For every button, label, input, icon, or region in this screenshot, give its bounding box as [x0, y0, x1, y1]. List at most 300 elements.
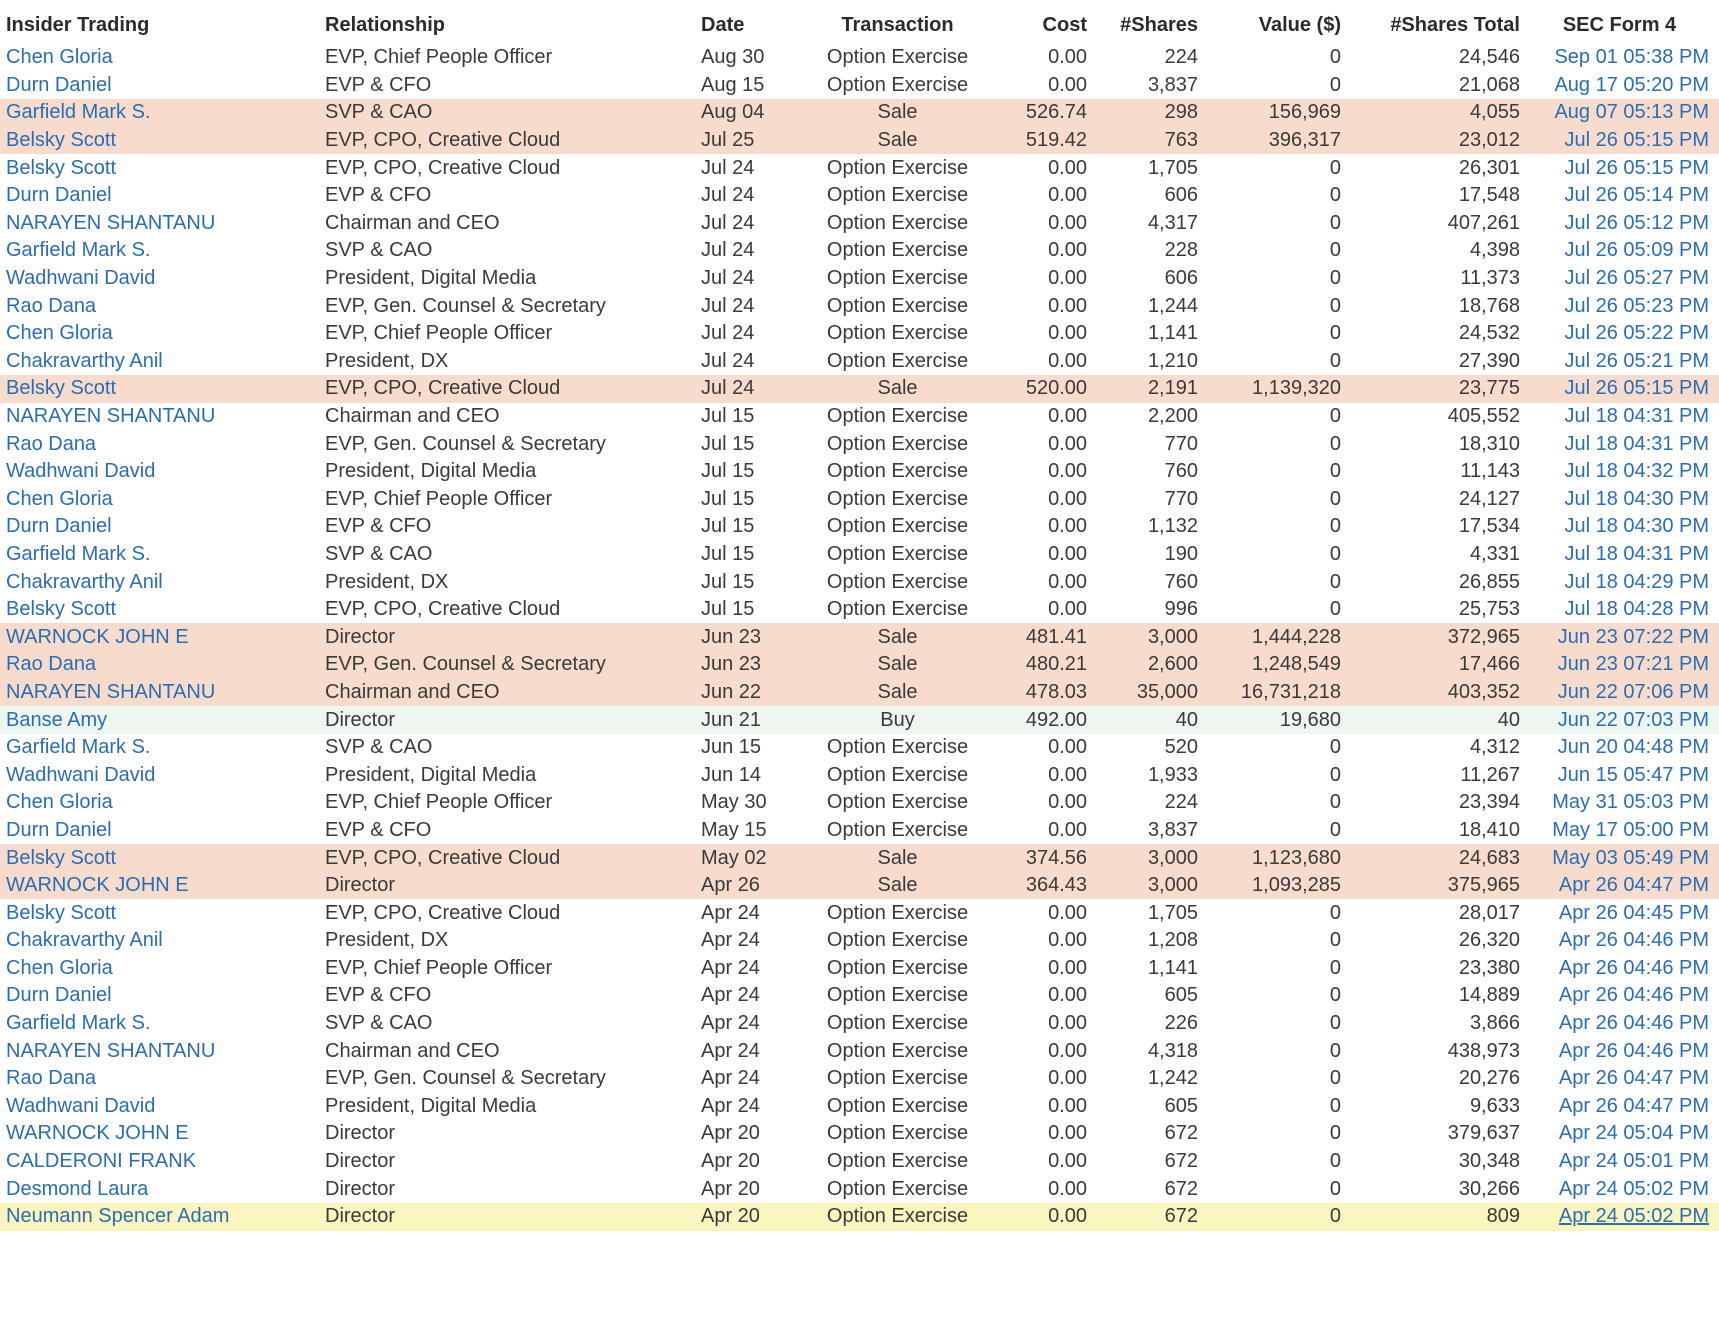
- cost-text: 0.00: [1048, 818, 1087, 841]
- header-sec-form-4[interactable]: SEC Form 4: [1562, 13, 1677, 36]
- value-text: 1,139,320: [1252, 377, 1341, 400]
- shares-total-cell: [1341, 706, 1520, 734]
- transaction-cell: [801, 1203, 994, 1231]
- shares-cell: [1087, 513, 1198, 541]
- insider-name-link[interactable]: Wadhwani David: [6, 460, 156, 483]
- insider-name-link[interactable]: Chen Gloria: [6, 791, 113, 814]
- value-cell: [1198, 844, 1341, 872]
- shares-cell: [1087, 430, 1198, 458]
- shares-cell: [1087, 789, 1198, 817]
- shares-total-text: 18,410: [1458, 818, 1520, 841]
- relationship-cell: [319, 1148, 701, 1176]
- shares-cell: [1087, 1065, 1198, 1093]
- shares-total-cell: [1341, 844, 1520, 872]
- insider-name-link[interactable]: Garfield Mark S.: [6, 101, 151, 124]
- cost-text: 0.00: [1048, 156, 1087, 179]
- date-cell: [701, 182, 801, 210]
- sec-form-4-link[interactable]: Jul 18 04:31 PM: [1564, 542, 1709, 565]
- sec-form-4-link[interactable]: Aug 07 05:13 PM: [1554, 101, 1709, 124]
- date-text: Apr 24: [701, 1094, 760, 1117]
- shares-cell: [1087, 1148, 1198, 1176]
- shares-cell: [1087, 154, 1198, 182]
- shares-text: 3,000: [1147, 625, 1198, 648]
- cost-text: 0.00: [1048, 239, 1087, 262]
- table-row: [0, 1148, 1719, 1176]
- sec-form-4-link[interactable]: Jul 26 05:22 PM: [1564, 322, 1709, 345]
- relationship-cell: [319, 403, 701, 431]
- table-row: [0, 872, 1719, 900]
- date-cell: [701, 458, 801, 486]
- relationship-text: Chairman and CEO: [325, 405, 500, 428]
- sec-form-4-link[interactable]: Jul 18 04:30 PM: [1564, 515, 1709, 538]
- value-text: 0: [1329, 818, 1341, 841]
- transaction-text: Option Exercise: [826, 322, 969, 345]
- transaction-text: Option Exercise: [826, 432, 969, 455]
- insider-name-link[interactable]: Durn Daniel: [6, 818, 112, 841]
- transaction-cell: [801, 403, 994, 431]
- insider-name-link[interactable]: Chen Gloria: [6, 956, 113, 979]
- sec-form-4-link[interactable]: Jun 23 07:22 PM: [1557, 625, 1709, 648]
- sec-form-4-cell: [1520, 292, 1719, 320]
- shares-text: 4,317: [1147, 211, 1198, 234]
- date-cell: [701, 72, 801, 100]
- shares-total-text: 11,373: [1460, 267, 1520, 290]
- insider-name-link[interactable]: Chen Gloria: [6, 487, 113, 510]
- relationship-cell: [319, 1120, 701, 1148]
- relationship-cell: [319, 927, 701, 955]
- date-text: Jun 14: [701, 763, 762, 786]
- insider-name-link[interactable]: WARNOCK JOHN E: [6, 874, 189, 897]
- shares-text: 1,210: [1147, 349, 1198, 372]
- sec-form-4-link[interactable]: Jul 26 05:21 PM: [1564, 349, 1709, 372]
- cost-text: 0.00: [1048, 542, 1087, 565]
- cost-text: 0.00: [1048, 1122, 1087, 1145]
- relationship-cell: [319, 1203, 701, 1231]
- sec-form-4-link[interactable]: Jun 22 07:03 PM: [1557, 708, 1709, 731]
- sec-form-4-cell: [1520, 182, 1719, 210]
- insider-name-link[interactable]: Wadhwani David: [6, 1094, 156, 1117]
- shares-cell: [1087, 210, 1198, 238]
- cost-cell: [994, 375, 1087, 403]
- sec-form-4-link[interactable]: Sep 01 05:38 PM: [1554, 46, 1709, 69]
- relationship-text: EVP, CPO, Creative Cloud: [325, 156, 561, 179]
- value-text: 0: [1329, 542, 1341, 565]
- value-cell: [1198, 348, 1341, 376]
- shares-total-text: 4,312: [1469, 736, 1520, 759]
- header-relationship[interactable]: Relationship: [325, 13, 446, 36]
- date-cell: [701, 706, 801, 734]
- cost-cell: [994, 154, 1087, 182]
- sec-form-4-link[interactable]: Apr 24 05:01 PM: [1558, 1150, 1709, 1173]
- sec-form-4-link[interactable]: Jun 22 07:06 PM: [1557, 680, 1709, 703]
- shares-total-cell: [1341, 955, 1520, 983]
- sec-form-4-link[interactable]: Jul 18 04:31 PM: [1564, 432, 1709, 455]
- sec-form-4-link[interactable]: Apr 26 04:46 PM: [1558, 984, 1709, 1007]
- shares-text: 770: [1164, 487, 1198, 510]
- insider-name-link[interactable]: Chakravarthy Anil: [6, 349, 163, 372]
- insider-name-link[interactable]: Chakravarthy Anil: [6, 929, 163, 952]
- header-insider-trading[interactable]: Insider Trading: [6, 13, 150, 36]
- sec-form-4-link[interactable]: Apr 26 04:46 PM: [1558, 1039, 1709, 1062]
- date-text: Apr 20: [701, 1177, 760, 1200]
- sec-form-4-link[interactable]: Apr 24 05:02 PM: [1558, 1177, 1709, 1200]
- sec-form-4-link[interactable]: Apr 24 05:02 PM: [1558, 1205, 1709, 1228]
- sec-form-4-link[interactable]: Apr 26 04:47 PM: [1558, 1094, 1709, 1117]
- date-text: Apr 26: [701, 874, 760, 897]
- value-text: 0: [1329, 487, 1341, 510]
- value-text: 0: [1329, 956, 1341, 979]
- shares-cell: [1087, 1175, 1198, 1203]
- value-text: 0: [1329, 1067, 1341, 1090]
- table-row: [0, 375, 1719, 403]
- relationship-text: EVP, Gen. Counsel & Secretary: [325, 1067, 606, 1090]
- insider-name-link[interactable]: Rao Dana: [6, 294, 97, 317]
- header-value[interactable]: Value ($): [1258, 13, 1341, 36]
- relationship-cell: [319, 955, 701, 983]
- date-text: Apr 24: [701, 984, 760, 1007]
- insider-name-link[interactable]: Durn Daniel: [6, 515, 112, 538]
- cost-text: 0.00: [1048, 515, 1087, 538]
- sec-form-4-link[interactable]: Jul 26 05:15 PM: [1564, 129, 1709, 152]
- relationship-cell: [319, 982, 701, 1010]
- sec-form-4-cell: [1520, 1120, 1719, 1148]
- cost-cell: [994, 596, 1087, 624]
- transaction-text: Option Exercise: [826, 570, 969, 593]
- insider-name-link[interactable]: NARAYEN SHANTANU: [6, 1039, 216, 1062]
- shares-text: 3,837: [1147, 818, 1198, 841]
- shares-total-cell: [1341, 1065, 1520, 1093]
- transaction-cell: [801, 265, 994, 293]
- relationship-text: EVP, Chief People Officer: [325, 956, 553, 979]
- date-cell: [701, 348, 801, 376]
- cost-text: 0.00: [1048, 487, 1087, 510]
- insider-name-link[interactable]: Durn Daniel: [6, 184, 112, 207]
- shares-total-cell: [1341, 348, 1520, 376]
- date-text: May 15: [701, 818, 767, 841]
- table-row: [0, 927, 1719, 955]
- relationship-text: President, Digital Media: [325, 1094, 537, 1117]
- insider-name-cell: [0, 679, 319, 707]
- cost-cell: [994, 127, 1087, 155]
- value-cell: [1198, 734, 1341, 762]
- value-cell: [1198, 99, 1341, 127]
- relationship-cell: [319, 651, 701, 679]
- date-cell: [701, 899, 801, 927]
- sec-form-4-link[interactable]: Jul 18 04:28 PM: [1564, 598, 1709, 621]
- sec-form-4-link[interactable]: May 31 05:03 PM: [1552, 791, 1709, 814]
- shares-total-text: 11,267: [1460, 763, 1520, 786]
- transaction-cell: [801, 513, 994, 541]
- table-row: [0, 1175, 1719, 1203]
- insider-name-link[interactable]: Belsky Scott: [6, 598, 117, 621]
- relationship-cell: [319, 430, 701, 458]
- shares-cell: [1087, 899, 1198, 927]
- shares-text: 1,705: [1147, 901, 1198, 924]
- shares-text: 760: [1164, 460, 1198, 483]
- relationship-text: EVP, CPO, Creative Cloud: [325, 598, 561, 621]
- shares-total-text: 24,683: [1458, 846, 1520, 869]
- transaction-cell: [801, 706, 994, 734]
- header-date[interactable]: Date: [701, 13, 745, 36]
- shares-total-cell: [1341, 872, 1520, 900]
- sec-form-4-link[interactable]: Jul 26 05:12 PM: [1564, 211, 1709, 234]
- shares-total-cell: [1341, 734, 1520, 762]
- shares-total-cell: [1341, 375, 1520, 403]
- date-text: Jun 22: [701, 680, 762, 703]
- relationship-text: Chairman and CEO: [325, 1039, 500, 1062]
- cost-text: 480.21: [1025, 653, 1087, 676]
- shares-text: 1,705: [1147, 156, 1198, 179]
- insider-name-link[interactable]: Garfield Mark S.: [6, 542, 151, 565]
- date-cell: [701, 734, 801, 762]
- sec-form-4-cell: [1520, 706, 1719, 734]
- value-text: 0: [1329, 156, 1341, 179]
- value-text: 0: [1329, 211, 1341, 234]
- sec-form-4-link[interactable]: Apr 26 04:46 PM: [1558, 929, 1709, 952]
- sec-form-4-link[interactable]: Jul 26 05:23 PM: [1564, 294, 1709, 317]
- shares-cell: [1087, 623, 1198, 651]
- cost-cell: [994, 1065, 1087, 1093]
- cost-cell: [994, 1120, 1087, 1148]
- relationship-text: EVP & CFO: [325, 73, 432, 96]
- value-cell: [1198, 1037, 1341, 1065]
- shares-total-cell: [1341, 403, 1520, 431]
- shares-text: 770: [1164, 432, 1198, 455]
- relationship-cell: [319, 1175, 701, 1203]
- insider-name-cell: [0, 1203, 319, 1231]
- transaction-text: Sale: [877, 846, 918, 869]
- sec-form-4-link[interactable]: Apr 26 04:47 PM: [1558, 874, 1709, 897]
- transaction-cell: [801, 955, 994, 983]
- shares-text: 3,000: [1147, 846, 1198, 869]
- insider-name-link[interactable]: Chen Gloria: [6, 46, 113, 69]
- cost-text: 0.00: [1048, 1067, 1087, 1090]
- shares-total-cell: [1341, 513, 1520, 541]
- shares-total-cell: [1341, 154, 1520, 182]
- table-row: [0, 596, 1719, 624]
- cost-text: 0.00: [1048, 791, 1087, 814]
- table-row: [0, 651, 1719, 679]
- sec-form-4-cell: [1520, 127, 1719, 155]
- transaction-cell: [801, 1148, 994, 1176]
- cost-text: 0.00: [1048, 736, 1087, 759]
- relationship-text: SVP & CAO: [325, 101, 433, 124]
- insider-name-link[interactable]: Chakravarthy Anil: [6, 570, 163, 593]
- date-text: Jul 24: [701, 349, 755, 372]
- value-text: 0: [1329, 239, 1341, 262]
- transaction-text: Option Exercise: [826, 211, 969, 234]
- insider-name-link[interactable]: Rao Dana: [6, 1067, 97, 1090]
- insider-name-link[interactable]: Garfield Mark S.: [6, 1012, 151, 1035]
- insider-name-cell: [0, 1037, 319, 1065]
- sec-form-4-link[interactable]: Apr 26 04:45 PM: [1558, 901, 1709, 924]
- shares-total-text: 11,143: [1460, 460, 1520, 483]
- sec-form-4-cell: [1520, 1065, 1719, 1093]
- sec-form-4-cell: [1520, 375, 1719, 403]
- relationship-cell: [319, 789, 701, 817]
- sec-form-4-cell: [1520, 844, 1719, 872]
- value-text: 0: [1329, 1177, 1341, 1200]
- date-text: Apr 24: [701, 1012, 760, 1035]
- cost-cell: [994, 44, 1087, 72]
- cost-cell: [994, 1175, 1087, 1203]
- insider-name-cell: [0, 430, 319, 458]
- value-text: 0: [1329, 46, 1341, 69]
- relationship-cell: [319, 265, 701, 293]
- insider-name-link[interactable]: NARAYEN SHANTANU: [6, 405, 216, 428]
- transaction-text: Option Exercise: [826, 1177, 969, 1200]
- sec-form-4-link[interactable]: Apr 26 04:46 PM: [1558, 956, 1709, 979]
- table-row: [0, 1010, 1719, 1038]
- insider-name-link[interactable]: Belsky Scott: [6, 156, 117, 179]
- sec-form-4-link[interactable]: Apr 24 05:04 PM: [1558, 1122, 1709, 1145]
- table-row: [0, 1037, 1719, 1065]
- insider-name-link[interactable]: WARNOCK JOHN E: [6, 625, 189, 648]
- header-cost[interactable]: Cost: [1042, 13, 1087, 36]
- relationship-text: EVP & CFO: [325, 184, 432, 207]
- insider-name-link[interactable]: Garfield Mark S.: [6, 239, 151, 262]
- sec-form-4-link[interactable]: May 03 05:49 PM: [1552, 846, 1709, 869]
- transaction-cell: [801, 623, 994, 651]
- insider-name-link[interactable]: Neumann Spencer Adam: [6, 1205, 230, 1228]
- cost-cell: [994, 292, 1087, 320]
- date-text: Aug 15: [701, 73, 765, 96]
- cost-text: 519.42: [1025, 129, 1087, 152]
- sec-form-4-cell: [1520, 651, 1719, 679]
- insider-name-link[interactable]: Rao Dana: [6, 432, 97, 455]
- header-transaction[interactable]: Transaction: [841, 13, 954, 36]
- table-row: [0, 513, 1719, 541]
- sec-form-4-link[interactable]: Jul 26 05:15 PM: [1564, 156, 1709, 179]
- table-row: [0, 817, 1719, 845]
- relationship-cell: [319, 1093, 701, 1121]
- header-shares[interactable]: #Shares: [1120, 13, 1198, 36]
- insider-name-link[interactable]: Belsky Scott: [6, 846, 117, 869]
- cost-cell: [994, 761, 1087, 789]
- relationship-text: Director: [325, 625, 396, 648]
- sec-form-4-link[interactable]: Jul 18 04:31 PM: [1564, 405, 1709, 428]
- value-cell: [1198, 872, 1341, 900]
- insider-name-link[interactable]: NARAYEN SHANTANU: [6, 680, 216, 703]
- insider-name-link[interactable]: Belsky Scott: [6, 129, 117, 152]
- insider-name-cell: [0, 375, 319, 403]
- transaction-cell: [801, 375, 994, 403]
- transaction-text: Option Exercise: [826, 956, 969, 979]
- insider-name-link[interactable]: Belsky Scott: [6, 901, 117, 924]
- sec-form-4-link[interactable]: Jul 18 04:29 PM: [1564, 570, 1709, 593]
- insider-name-link[interactable]: Rao Dana: [6, 653, 97, 676]
- insider-name-link[interactable]: Desmond Laura: [6, 1177, 149, 1200]
- shares-total-cell: [1341, 1148, 1520, 1176]
- date-cell: [701, 623, 801, 651]
- transaction-cell: [801, 320, 994, 348]
- insider-name-link[interactable]: Wadhwani David: [6, 763, 156, 786]
- insider-name-link[interactable]: NARAYEN SHANTANU: [6, 211, 216, 234]
- insider-name-link[interactable]: WARNOCK JOHN E: [6, 1122, 189, 1145]
- transaction-text: Option Exercise: [826, 1039, 969, 1062]
- relationship-cell: [319, 679, 701, 707]
- cost-text: 526.74: [1025, 101, 1087, 124]
- sec-form-4-link[interactable]: Apr 26 04:47 PM: [1558, 1067, 1709, 1090]
- relationship-text: Director: [325, 708, 396, 731]
- insider-name-link[interactable]: Belsky Scott: [6, 377, 117, 400]
- cost-text: 0.00: [1048, 901, 1087, 924]
- insider-name-link[interactable]: Wadhwani David: [6, 267, 156, 290]
- value-cell: [1198, 955, 1341, 983]
- insider-name-cell: [0, 1148, 319, 1176]
- sec-form-4-link[interactable]: Jul 26 05:27 PM: [1564, 267, 1709, 290]
- relationship-text: EVP, Gen. Counsel & Secretary: [325, 432, 606, 455]
- value-cell: [1198, 210, 1341, 238]
- cost-text: 492.00: [1025, 708, 1087, 731]
- relationship-cell: [319, 348, 701, 376]
- sec-form-4-link[interactable]: May 17 05:00 PM: [1552, 818, 1709, 841]
- sec-form-4-link[interactable]: Apr 26 04:46 PM: [1558, 1012, 1709, 1035]
- date-cell: [701, 154, 801, 182]
- transaction-text: Sale: [877, 680, 918, 703]
- shares-total-text: 4,398: [1469, 239, 1520, 262]
- value-text: 0: [1329, 1150, 1341, 1173]
- insider-name-link[interactable]: Chen Gloria: [6, 322, 113, 345]
- transaction-cell: [801, 486, 994, 514]
- sec-form-4-link[interactable]: Jun 15 05:47 PM: [1557, 763, 1709, 786]
- shares-total-cell: [1341, 982, 1520, 1010]
- insider-name-link[interactable]: CALDERONI FRANK: [6, 1150, 197, 1173]
- shares-text: 3,837: [1147, 73, 1198, 96]
- relationship-text: Chairman and CEO: [325, 680, 500, 703]
- sec-form-4-cell: [1520, 1148, 1719, 1176]
- sec-form-4-link[interactable]: Jul 26 05:14 PM: [1564, 184, 1709, 207]
- insider-name-link[interactable]: Banse Amy: [6, 708, 108, 731]
- value-cell: [1198, 44, 1341, 72]
- table-row: [0, 734, 1719, 762]
- shares-text: 672: [1164, 1205, 1198, 1228]
- transaction-cell: [801, 430, 994, 458]
- shares-total-text: 17,534: [1458, 515, 1520, 538]
- date-cell: [701, 513, 801, 541]
- shares-total-text: 3,866: [1469, 1012, 1520, 1035]
- relationship-cell: [319, 375, 701, 403]
- sec-form-4-link[interactable]: Jul 26 05:15 PM: [1564, 377, 1709, 400]
- header-shares-total[interactable]: #Shares Total: [1390, 13, 1520, 36]
- transaction-text: Option Exercise: [826, 349, 969, 372]
- sec-form-4-link[interactable]: Jun 20 04:48 PM: [1557, 736, 1709, 759]
- transaction-cell: [801, 348, 994, 376]
- transaction-text: Option Exercise: [826, 791, 969, 814]
- sec-form-4-link[interactable]: Jul 26 05:09 PM: [1564, 239, 1709, 262]
- sec-form-4-link[interactable]: Jul 18 04:30 PM: [1564, 487, 1709, 510]
- sec-form-4-link[interactable]: Jun 23 07:21 PM: [1557, 653, 1709, 676]
- relationship-cell: [319, 844, 701, 872]
- table-row: [0, 982, 1719, 1010]
- date-text: Jul 15: [701, 515, 755, 538]
- sec-form-4-link[interactable]: Aug 17 05:20 PM: [1554, 73, 1709, 96]
- insider-name-link[interactable]: Durn Daniel: [6, 73, 112, 96]
- shares-total-cell: [1341, 1093, 1520, 1121]
- shares-total-cell: [1341, 1203, 1520, 1231]
- shares-cell: [1087, 127, 1198, 155]
- transaction-text: Option Exercise: [826, 818, 969, 841]
- insider-name-link[interactable]: Garfield Mark S.: [6, 736, 151, 759]
- insider-name-link[interactable]: Durn Daniel: [6, 984, 112, 1007]
- shares-total-text: 28,017: [1458, 901, 1520, 924]
- sec-form-4-link[interactable]: Jul 18 04:32 PM: [1564, 460, 1709, 483]
- sec-form-4-cell: [1520, 1093, 1719, 1121]
- sec-form-4-cell: [1520, 817, 1719, 845]
- shares-total-cell: [1341, 1175, 1520, 1203]
- value-cell: [1198, 1148, 1341, 1176]
- date-cell: [701, 1175, 801, 1203]
